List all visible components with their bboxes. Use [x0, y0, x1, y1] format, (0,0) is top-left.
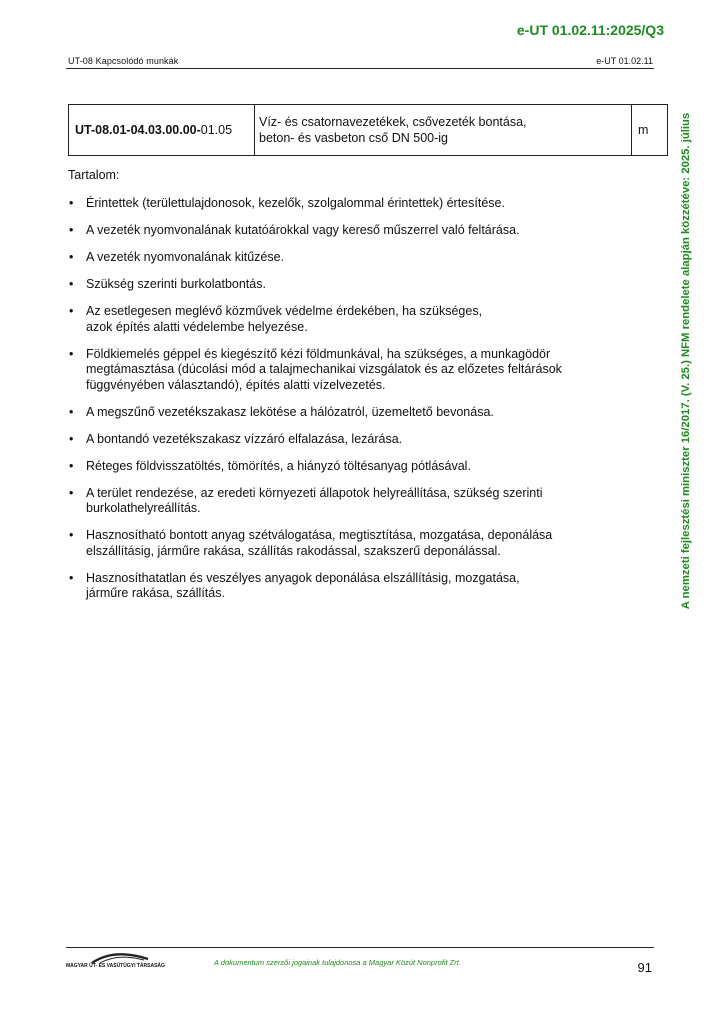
item-code-suffix: 01.05 — [200, 123, 233, 137]
bullet-dot-icon: • — [69, 485, 74, 500]
copyright-notice: A dokumentum szerzői jogainak tulajdonosa a Magyar Közút Nonprofit Zrt. — [214, 958, 461, 967]
item-code-cell — [69, 105, 255, 156]
bullet-dot-icon: • — [69, 196, 74, 210]
bullet-dot-icon: • — [69, 404, 74, 419]
item-description-line: Víz- és csatornavezetékek, csővezeték bontása, — [259, 115, 527, 129]
bullet-dot-icon: • — [69, 277, 74, 291]
bullet-dot-icon: • — [69, 304, 74, 318]
section-title: UT-08 Kapcsolódó munkák — [68, 56, 179, 66]
item-code-bold: UT-08.01-04.03.00.00- — [75, 123, 201, 137]
bullet-item — [68, 486, 628, 517]
bullet-item — [68, 528, 628, 559]
item-description-line: beton- és vasbeton cső DN 500-ig — [259, 131, 448, 145]
document-code: e-UT 01.02.11:2025/Q3 — [516, 22, 664, 38]
item-description-cell — [255, 105, 632, 156]
logo-text: MAGYAR ÚT- ÉS VASÚTÜGYI TÁRSASÁG — [66, 963, 165, 969]
bullet-line: Hasznosíthatatlan és veszélyes anyagok deponálása elszállításig, mozgatása, — [86, 570, 520, 585]
side-note-text: A nemzeti fejlesztési miniszter 16/2017. (V. 25.) NFM rendelete alapján közzétéve: 2025. július — [680, 112, 692, 610]
road-swoosh-icon — [88, 950, 152, 964]
bullet-item — [68, 347, 628, 394]
bullet-dot-icon: • — [69, 570, 74, 585]
bullet-dot-icon: • — [69, 223, 74, 237]
bullet-item — [68, 196, 628, 212]
side-note — [674, 96, 698, 626]
bullet-line: Szükség szerinti burkolatbontás. — [86, 277, 266, 291]
bullet-line: Hasznosítható bontott anyag szétválogatása, megtisztítása, mozgatása, deponálása — [86, 528, 553, 542]
item-unit-cell: m — [632, 105, 668, 156]
item-row — [69, 105, 668, 156]
society-logo — [66, 950, 165, 972]
bullet-item — [68, 571, 628, 602]
document-reference: e-UT 01.02.11 — [596, 56, 653, 66]
bullet-line: Az esetlegesen meglévő közművek védelme érdekében, ha szükséges, — [86, 304, 483, 318]
bullet-dot-icon: • — [69, 528, 74, 542]
footer-divider — [66, 947, 654, 948]
bullet-line: Réteges földvisszatöltés, tömörítés, a hiányzó töltésanyag pótlásával. — [86, 458, 471, 473]
bullet-item — [68, 250, 628, 266]
bullet-dot-icon: • — [69, 346, 74, 361]
bullet-line: A megszűnő vezetékszakasz lekötése a hálózatról, üzemeltető bevonása. — [86, 404, 494, 419]
bullet-line: A terület rendezése, az eredeti környezeti állapotok helyreállítása, szükség szerinti — [86, 485, 543, 500]
bullet-line: megtámasztása (dúcolási mód a talajmechanikai vizsgálatok és az előzetes feltárások — [86, 362, 562, 376]
bullet-line: A vezeték nyomvonalának kitűzése. — [86, 250, 285, 264]
bullet-dot-icon: • — [69, 250, 74, 264]
bullet-item — [68, 405, 628, 421]
content-bullet-list — [68, 196, 628, 613]
bullet-line: A bontandó vezetékszakasz vízzáró elfalazása, lezárása. — [86, 431, 403, 446]
bullet-line: járműre rakása, szállítás. — [86, 586, 225, 600]
bullet-item — [68, 223, 628, 239]
bullet-item — [68, 304, 628, 335]
bullet-dot-icon: • — [69, 431, 74, 446]
bullet-line: elszállításig, járműre rakása, szállítás rakodással, szakszerű deponálással. — [86, 543, 501, 558]
bullet-item — [68, 432, 628, 448]
item-table — [68, 104, 668, 156]
bullet-line: azok építés alatti védelembe helyezése. — [86, 319, 308, 334]
bullet-line: burkolathelyreállítás. — [86, 501, 201, 515]
bullet-line: Földkiemelés géppel és kiegészítő kézi földmunkával, ha szükséges, a munkagödör — [86, 346, 551, 361]
header-divider — [66, 68, 654, 69]
bullet-line: A vezeték nyomvonalának kutatóárokkal vagy kereső műszerrel való feltárása. — [86, 223, 520, 237]
bullet-line: Érintettek (területtulajdonosok, kezelők, szolgalommal érintettek) értesítése. — [86, 196, 505, 210]
bullet-item — [68, 459, 628, 475]
bullet-line: függvényében választandó), építés alatti vízelvezetés. — [86, 377, 386, 392]
content-title: Tartalom: — [68, 168, 120, 182]
bullet-item — [68, 277, 628, 293]
bullet-dot-icon: • — [69, 458, 74, 473]
page-number: 91 — [637, 960, 652, 975]
